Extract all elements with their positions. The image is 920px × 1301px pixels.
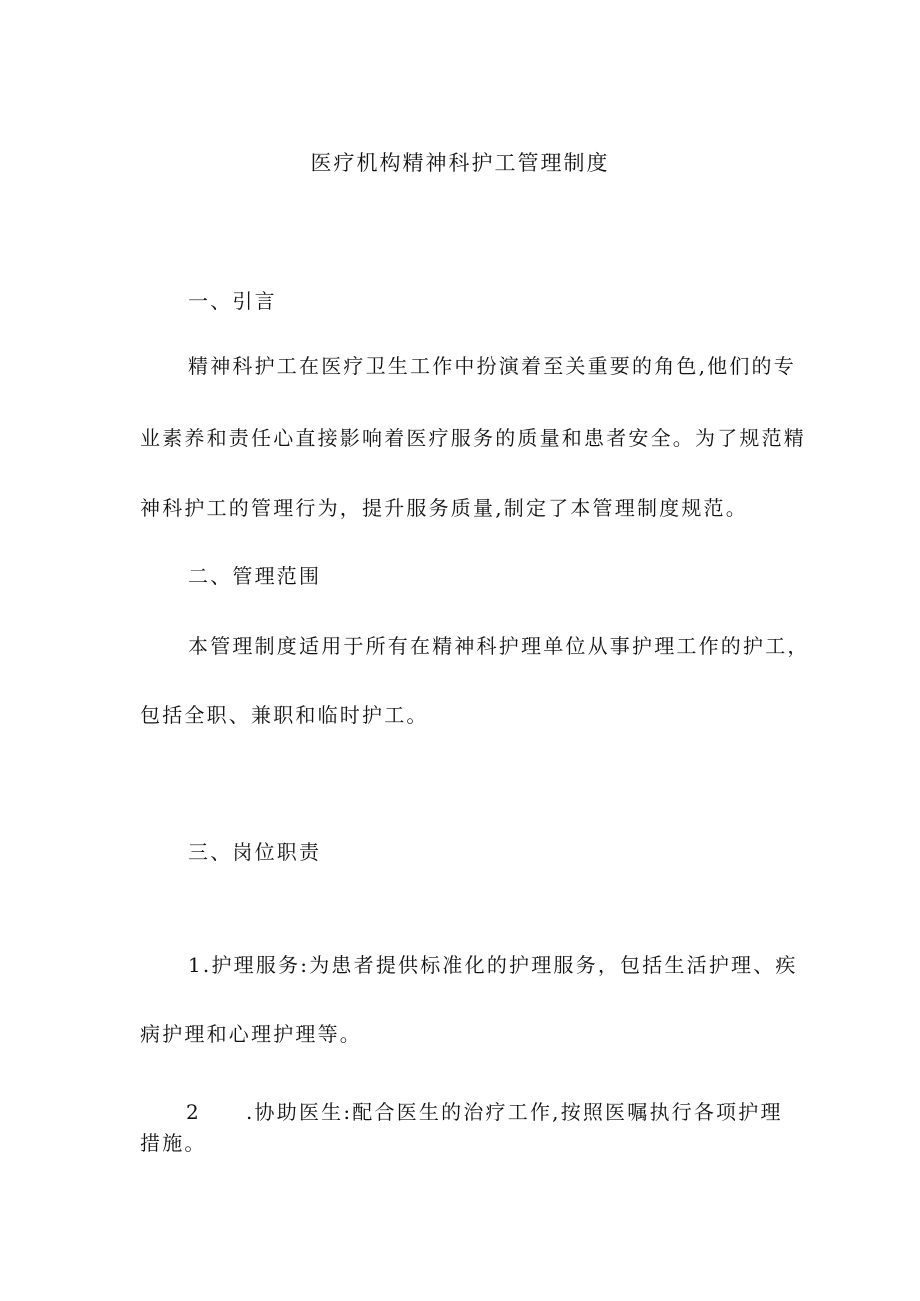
list-item-line: 措施。 <box>140 1131 207 1155</box>
section-heading-scope: 二、管理范围 <box>188 564 322 588</box>
section-heading-duties: 三、岗位职责 <box>188 840 322 864</box>
section-heading-introduction: 一、引言 <box>188 289 277 313</box>
list-item-line: .协助医生:配合医生的治疗工作,按照医嘱执行各项护理 <box>246 1100 783 1124</box>
paragraph-line: 神科护工的管理行为，提升服务质量,制定了本管理制度规范。 <box>140 496 748 520</box>
list-item-line: 1.护理服务:为患者提供标准化的护理服务，包括生活护理、疾 <box>188 953 798 977</box>
paragraph-line: 精神科护工在医疗卫生工作中扮演着至关重要的角色,他们的专 <box>188 354 796 378</box>
paragraph-line: 业素养和责任心直接影响着医疗服务的质量和患者安全。为了规范精 <box>140 426 806 450</box>
list-item-number: 2 <box>186 1100 199 1124</box>
paragraph-line: 本管理制度适用于所有在精神科护理单位从事护理工作的护工， <box>188 634 810 658</box>
document-title: 医疗机构精神科护工管理制度 <box>310 151 610 175</box>
paragraph-line: 包括全职、兼职和临时护工。 <box>140 703 429 727</box>
list-item-line: 病护理和心理护理等。 <box>140 1022 362 1046</box>
